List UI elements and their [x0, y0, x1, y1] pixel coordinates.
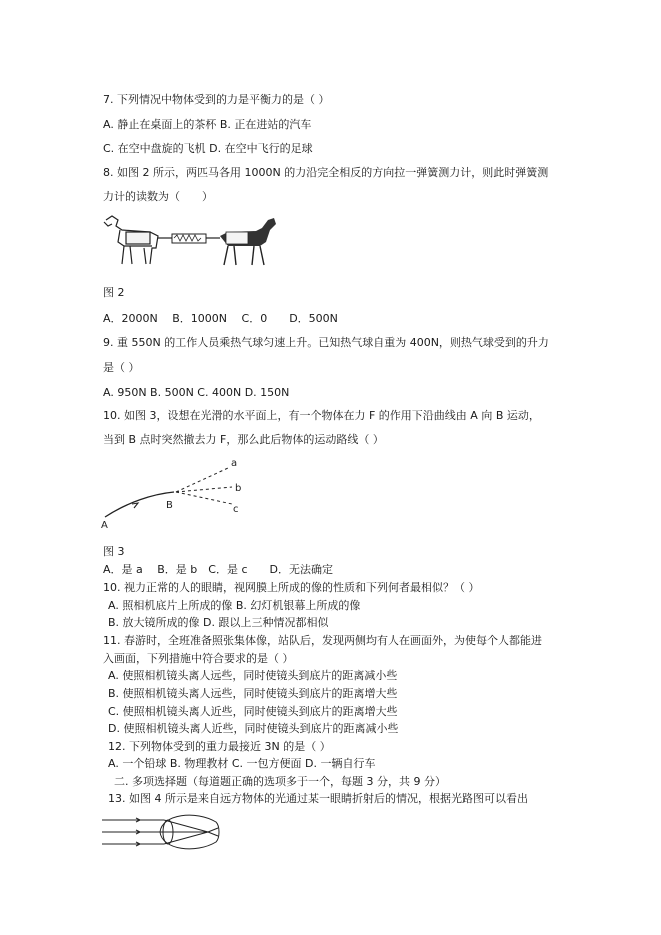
- q11-option-c: C. 使照相机镜头离人近些，同时使镜头到底片的距离增大些: [108, 705, 398, 718]
- q11-stem-line1: 11. 春游时，全班准备照张集体像，站队后，发现两侧均有人在画面外，为使每个人都能进: [103, 634, 542, 647]
- section-2-heading: 二. 多项选择题（每道题正确的选项多于一个，每题 3 分，共 9 分）: [114, 775, 446, 788]
- q10b-options-ab: A. 照相机底片上所成的像 B. 幻灯机银幕上所成的像: [108, 599, 361, 612]
- figure-2-caption: 图 2: [103, 286, 125, 299]
- q8-stem-line2: 力计的读数为（ ）: [103, 190, 213, 203]
- q10a-options: A．是 a B．是 b C．是 c D．无法确定: [103, 563, 333, 576]
- figure-3-label-a: a: [231, 458, 238, 469]
- q11-option-b: B. 使照相机镜头离人远些，同时使镜头到底片的距离增大些: [108, 687, 398, 700]
- figure-3-label-b: b: [235, 483, 242, 494]
- q7-options-ab: A. 静止在桌面上的茶杯 B. 正在进站的汽车: [103, 118, 312, 131]
- q12-stem: 12. 下列物体受到的重力最接近 3N 的是（ ）: [108, 740, 331, 753]
- figure-3-trajectory: [98, 452, 258, 532]
- figure-3-caption: 图 3: [103, 545, 125, 558]
- figure-4-eye-light-path: [100, 812, 230, 852]
- figure-3-label-A: A: [101, 520, 108, 531]
- q10b-stem: 10. 视力正常的人的眼睛，视网膜上所成的像的性质和下列何者最相似？（ ）: [103, 581, 480, 594]
- figure-3-label-B: B: [166, 500, 173, 511]
- q9-stem-line2: 是（ ）: [103, 361, 140, 374]
- q12-options: A. 一个铅球 B. 物理教材 C. 一包方便面 D. 一辆自行车: [108, 757, 376, 770]
- q8-options: A．2000N B．1000N C．0 D．500N: [103, 312, 338, 325]
- figure-2-horses-spring-scale: [100, 212, 278, 272]
- q10a-stem-line1: 10. 如图 3，设想在光滑的水平面上，有一个物体在力 F 的作用下沿曲线由 A 向 B 运动，: [103, 409, 540, 422]
- q11-option-a: A. 使照相机镜头离人远些，同时使镜头到底片的距离减小些: [108, 669, 398, 682]
- q8-stem-line1: 8. 如图 2 所示，两匹马各用 1000N 的力沿完全相反的方向拉一弹簧测力计，则此时弹簧测: [103, 166, 549, 179]
- q9-stem: 9. 重 550N 的工作人员乘热气球匀速上升。已知热气球自重为 400N，则热气球受到的升力: [103, 336, 549, 349]
- q7-stem: 7. 下列情况中物体受到的力是平衡力的是（ ）: [103, 93, 330, 106]
- q10b-options-cd: B. 放大镜所成的像 D. 跟以上三种情况都相似: [108, 616, 329, 629]
- q7-options-cd: C. 在空中盘旋的飞机 D. 在空中飞行的足球: [103, 142, 313, 155]
- q11-option-d: D. 使照相机镜头离人近些，同时使镜头到底片的距离减小些: [108, 722, 399, 735]
- q11-stem-line2: 入画面，下列措施中符合要求的是（ ）: [103, 652, 294, 665]
- q13-stem: 13. 如图 4 所示是来自远方物体的光通过某一眼睛折射后的情况，根据光路图可以看出: [108, 792, 528, 805]
- q10a-stem-line2: 当到 B 点时突然撤去力 F，那么此后物体的运动路线（ ）: [103, 433, 384, 446]
- figure-3-label-c: c: [233, 504, 239, 515]
- q9-options: A. 950N B. 500N C. 400N D. 150N: [103, 386, 290, 399]
